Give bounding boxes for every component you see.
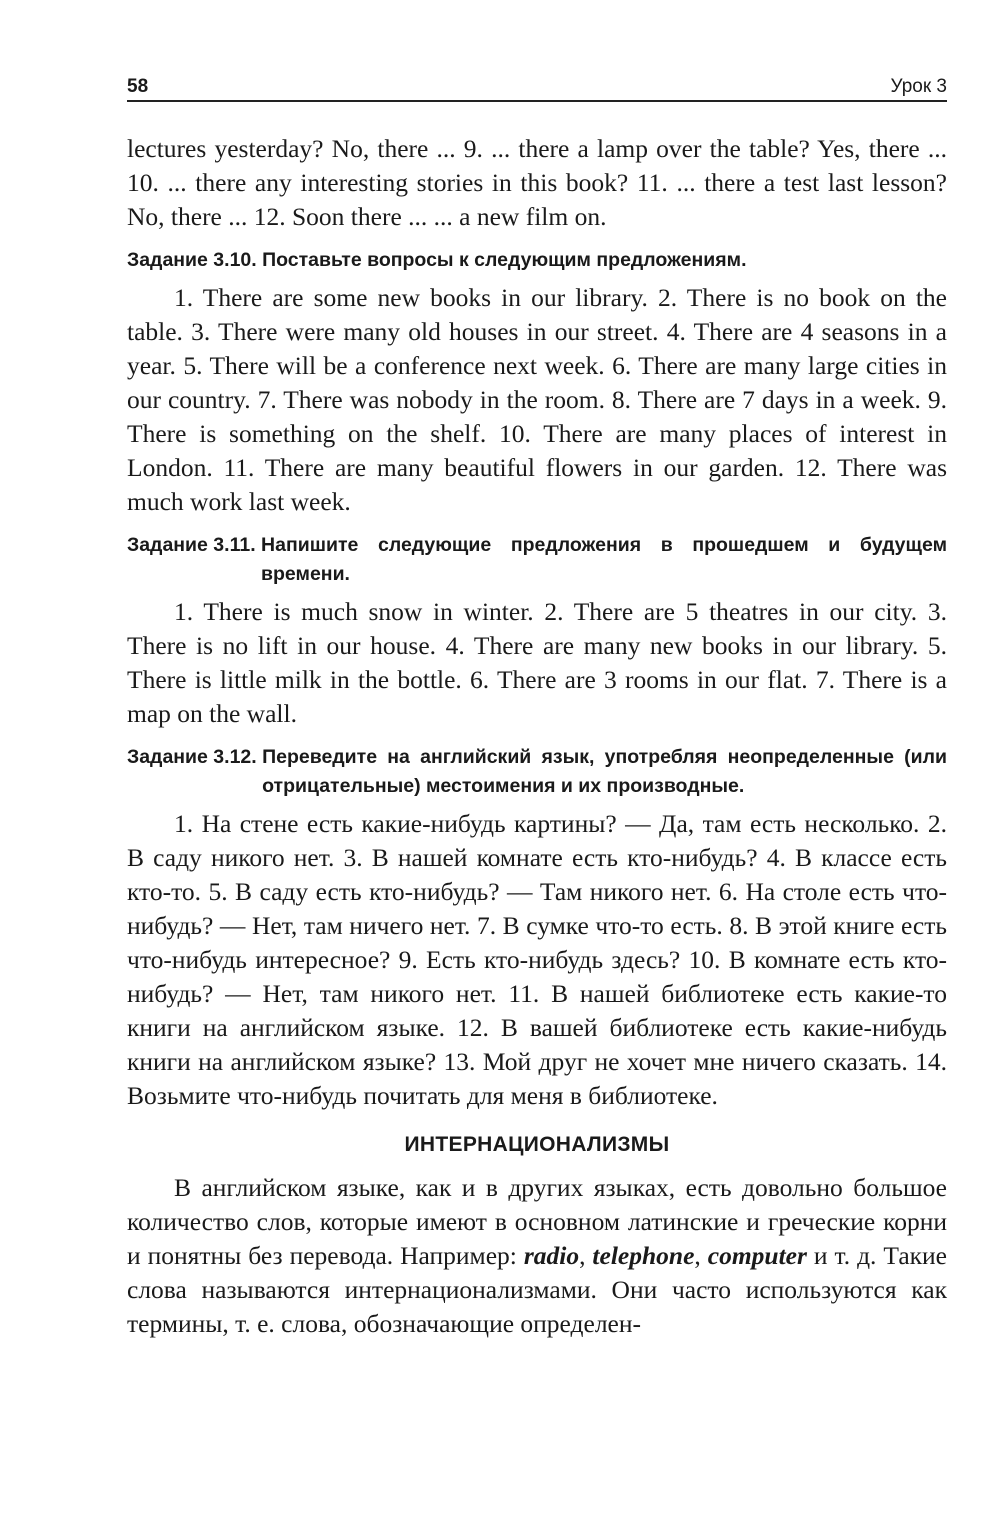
running-header	[127, 68, 947, 102]
task-label: Задание 3.12.	[127, 746, 257, 768]
continuation-paragraph: lectures yesterday? No, there ... 9. ... there a lamp over the table? Yes, there ... 10. ... there any interesting stories in this book? 11. ... there a test last lesson? No, there ... 12. Soon there ... ... a new film on.	[127, 134, 947, 231]
task-instruction: Переведите на английский язык, употребляя неопределенные (или отрицательные) местоимения и их производные.	[262, 746, 947, 797]
book-page	[127, 68, 947, 1341]
task-label: Задание 3.10.	[127, 249, 257, 271]
task-instruction: Поставьте вопросы к следующим предложениям.	[262, 249, 747, 271]
example-word-radio: radio	[523, 1241, 580, 1270]
separator: ,	[579, 1241, 593, 1270]
task-3-11-body: 1. There is much snow in winter. 2. There are 5 theatres in our city. 3. There is no lift in our house. 4. There are many new books in our library. 5. There is little milk in the bottle. 6. There are 3 rooms in our flat. 7. There is a map on the wall.	[127, 597, 947, 728]
task-3-10-body: 1. There are some new books in our library. 2. There is no book on the table. 3. There were many old houses in our street. 4. There are 4 seasons in a year. 5. There will be a conference next week. 6. There are many large cities in our country. 7. There was nobody in the room. 8. There are 7 days in a week. 9. There is something on the shelf. 10. There are many places of interest in London. 11. There are many beautiful flowers in our garden. 12. There was much work last week.	[127, 283, 947, 516]
example-word-telephone: telephone	[592, 1241, 695, 1270]
task-3-12-body: 1. На стене есть какие-нибудь картины? — Да, там есть несколько. 2. В саду никого нет. 3. В нашей комнате есть кто-нибудь? 4. В классе есть кто-то. 5. В саду есть кто-нибудь? — Там никого нет. 6. На столе есть что-нибудь? — Нет, там ничего нет. 7. В сумке что-то есть. 8. В этой книге есть что-нибудь интересное? 9. Есть кто-нибудь здесь? 10. В комнате есть кто-нибудь? — Нет, там никого нет. 11. В нашей библиотеке есть какие-то книги на английском языке. 12. В вашей библиотеке есть какие-нибудь книги на английском языке? 13. Мой друг не хочет мне ничего сказать. 14. Возьмите что-нибудь почитать для меня в библиотеке.	[127, 809, 947, 1110]
task-3-10-heading	[127, 246, 947, 275]
chapter-title: Урок 3	[890, 76, 947, 97]
task-3-11-heading	[127, 531, 947, 589]
page-number: 58	[127, 76, 149, 97]
section-text-after: и т. д. Такие слова называются интернационализмами. Они часто используются как термины, т. е. слова, обозначающие определен-	[127, 1241, 947, 1338]
task-label: Задание 3.11.	[127, 534, 256, 556]
example-word-computer: computer	[707, 1241, 807, 1270]
section-text-before: В английском языке, как и в других языках, есть довольно большое количество слов, которые имеют в основном латинские и греческие корни и понятны без перевода. Например:	[127, 1173, 947, 1270]
task-instruction: Напишите следующие предложения в прошедшем и будущем времени.	[261, 534, 947, 585]
section-paragraph	[127, 1171, 947, 1341]
task-3-12-heading	[127, 743, 947, 801]
section-heading: ИНТЕРНАЦИОНАЛИЗМЫ	[404, 1133, 670, 1156]
separator: ,	[694, 1241, 708, 1270]
